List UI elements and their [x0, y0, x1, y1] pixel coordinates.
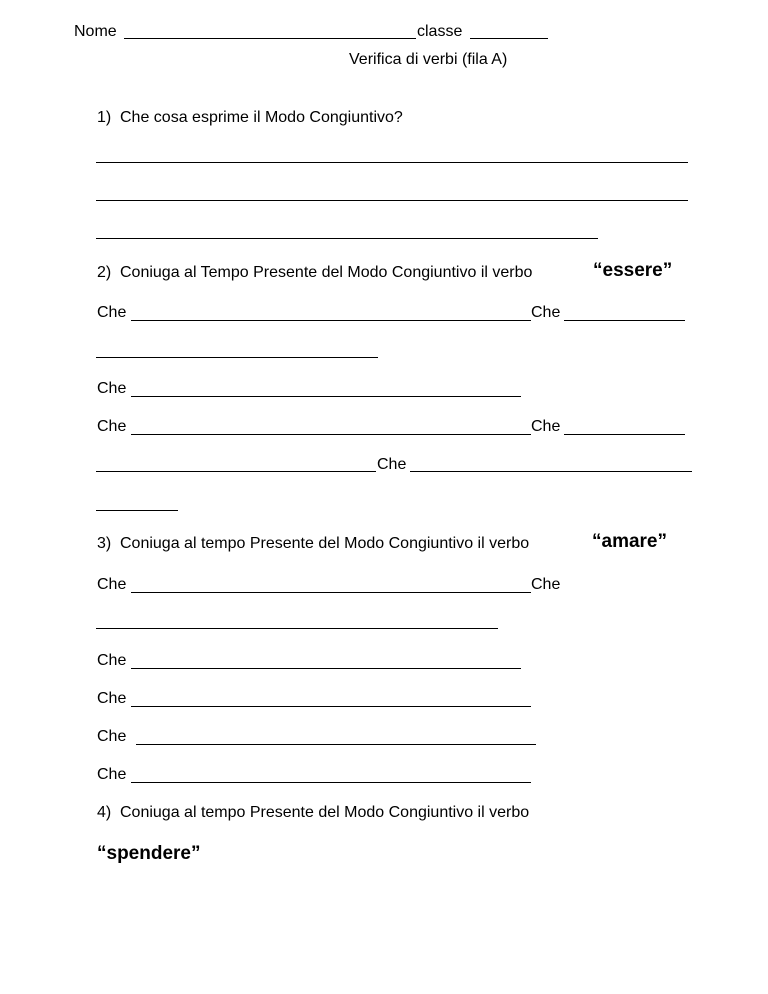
name-blank[interactable]: [124, 38, 416, 39]
che-label: Che: [377, 456, 407, 473]
che-label: Che: [97, 766, 127, 783]
q3-text: Coniuga al tempo Presente del Modo Congiuntivo il verbo: [120, 535, 530, 552]
conjugation-blank[interactable]: [96, 628, 498, 629]
name-label: Nome: [74, 23, 117, 40]
che-label: Che: [531, 418, 561, 435]
che-label: Che: [531, 304, 561, 321]
che-label: Che: [97, 690, 127, 707]
conjugation-blank[interactable]: [131, 668, 521, 669]
q3-verb: “amare”: [592, 531, 667, 552]
q4-number: 4): [97, 804, 112, 821]
q4-text: Coniuga al tempo Presente del Modo Congiuntivo il verbo: [120, 804, 530, 821]
conjugation-blank[interactable]: [131, 706, 531, 707]
q1-answer-line[interactable]: [96, 238, 598, 239]
q2-number: 2): [97, 264, 112, 281]
conjugation-blank[interactable]: [410, 471, 692, 472]
q2-verb: “essere”: [593, 260, 673, 281]
conjugation-blank[interactable]: [564, 320, 685, 321]
conjugation-blank[interactable]: [131, 396, 521, 397]
conjugation-blank[interactable]: [96, 357, 378, 358]
che-label: Che: [97, 576, 127, 593]
conjugation-blank[interactable]: [131, 320, 531, 321]
conjugation-blank[interactable]: [136, 744, 536, 745]
q2-text: Coniuga al Tempo Presente del Modo Congiuntivo il verbo: [120, 264, 533, 281]
conjugation-blank[interactable]: [96, 510, 178, 511]
class-label: classe: [417, 23, 463, 40]
conjugation-blank[interactable]: [131, 782, 531, 783]
class-blank[interactable]: [470, 38, 548, 39]
che-label: Che: [531, 576, 561, 593]
q1-number: 1): [97, 109, 112, 126]
conjugation-blank[interactable]: [564, 434, 685, 435]
che-label: Che: [97, 304, 127, 321]
q3-number: 3): [97, 535, 112, 552]
conjugation-blank[interactable]: [131, 434, 531, 435]
conjugation-blank[interactable]: [131, 592, 531, 593]
che-label: Che: [97, 418, 127, 435]
q1-answer-line[interactable]: [96, 200, 688, 201]
q1-answer-line[interactable]: [96, 162, 688, 163]
che-label: Che: [97, 380, 127, 397]
che-label: Che: [97, 652, 127, 669]
q1-text: Che cosa esprime il Modo Congiuntivo?: [120, 109, 403, 126]
q4-verb: “spendere”: [97, 843, 201, 864]
worksheet-title: Verifica di verbi (fila A): [349, 51, 508, 68]
conjugation-blank[interactable]: [96, 471, 376, 472]
che-label: Che: [97, 728, 127, 745]
